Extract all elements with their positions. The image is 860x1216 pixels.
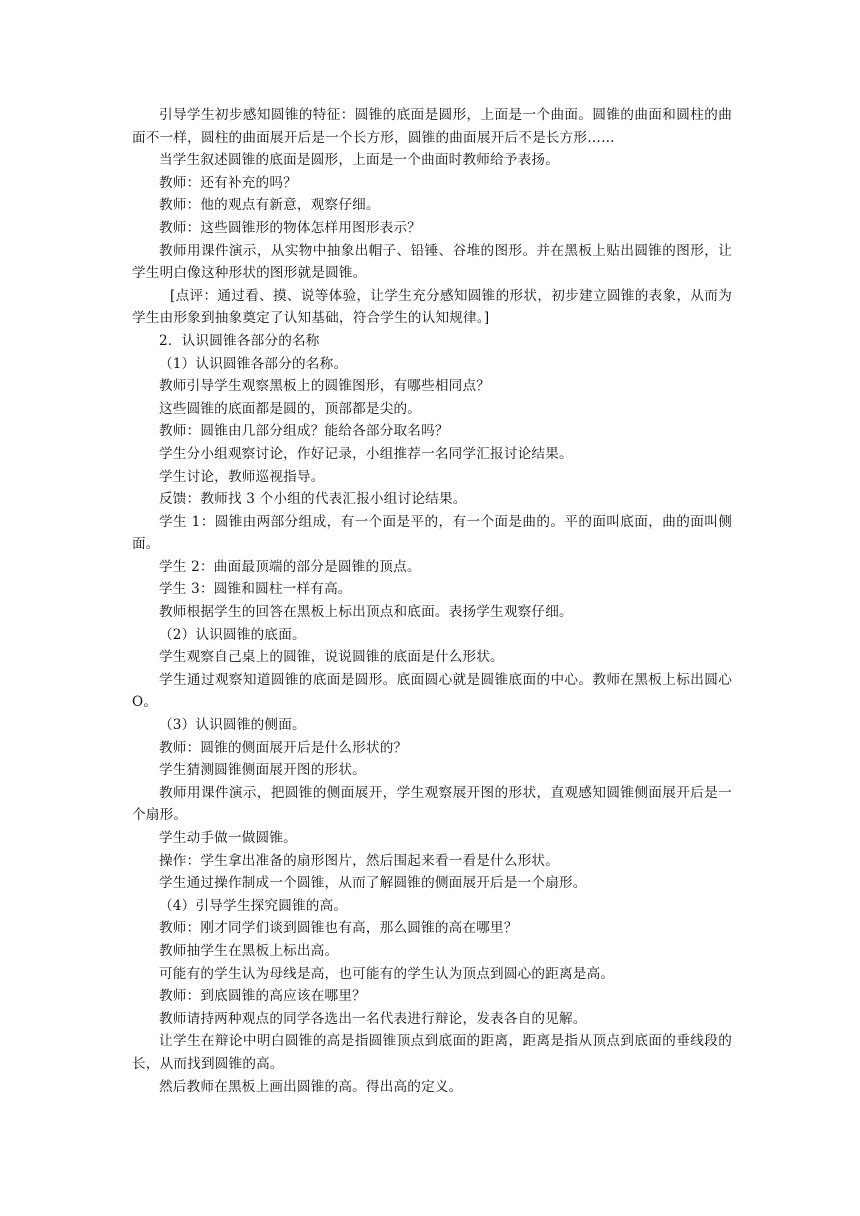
paragraph: 学生 1：圆锥由两部分组成，有一个面是平的，有一个面是曲的。平的面叫底面，曲的面叫侧面。 (132, 513, 732, 553)
paragraph: 这些圆锥的底面都是圆的，顶部都是尖的。 (159, 400, 422, 417)
paragraph: 学生猜测圆锥侧面展开图的形状。 (159, 762, 366, 779)
paragraph: 教师：还有补充的吗？ (159, 174, 297, 191)
paragraph: 学生讨论，教师巡视指导。 (159, 468, 325, 485)
section-heading: 2．认识圆锥各部分的名称 (159, 332, 320, 349)
paragraph: 教师根据学生的回答在黑板上标出顶点和底面。表扬学生观察仔细。 (159, 604, 573, 621)
paragraph: 学生分小组观察讨论，作好记录，小组推荐一名同学汇报讨论结果。 (159, 445, 573, 462)
paragraph: 反馈：教师找 3 个小组的代表汇报小组讨论结果。 (159, 491, 467, 508)
subsection-heading: （4）引导学生探究圆锥的高。 (159, 897, 348, 914)
paragraph: 学生通过操作制成一个圆锥，从而了解圆锥的侧面展开后是一个扇形。 (159, 875, 587, 892)
paragraph: 然后教师在黑板上画出圆锥的高。得出高的定义。 (159, 1078, 463, 1095)
paragraph: 可能有的学生认为母线是高，也可能有的学生认为顶点到圆心的距离是高。 (159, 965, 615, 982)
paragraph: 教师：他的观点有新意，观察仔细。 (159, 197, 380, 214)
subsection-heading: （3）认识圆锥的侧面。 (159, 717, 306, 734)
paragraph: 教师抽学生在黑板上标出高。 (159, 942, 339, 959)
paragraph: 教师：圆锥由几部分组成？能给各部分取名吗？ (159, 423, 449, 440)
subsection-heading: （2）认识圆锥的底面。 (159, 626, 306, 643)
paragraph: 教师：刚才同学们谈到圆锥也有高，那么圆锥的高在哪里？ (159, 920, 518, 937)
comment-paragraph: [点评：通过看、摸、说等体验，让学生充分感知圆锥的形状，初步建立圆锥的表象，从而为学生由形象到抽象奠定了认知基础，符合学生的认知规律。] (132, 287, 732, 327)
paragraph: 教师：圆锥的侧面展开后是什么形状的？ (159, 739, 408, 756)
paragraph: 学生 2：曲面最顶端的部分是圆锥的顶点。 (159, 558, 421, 575)
document-body (132, 104, 732, 1098)
paragraph: 教师请持两种观点的同学各选出一名代表进行辩论，发表各自的见解。 (159, 1010, 587, 1027)
paragraph: 学生通过观察知道圆锥的底面是圆形。底面圆心就是圆锥底面的中心。教师在黑板上标出圆心 O。 (132, 671, 732, 711)
paragraph: 学生动手做一做圆锥。 (159, 830, 297, 846)
paragraph: 引导学生初步感知圆锥的特征：圆锥的底面是圆形，上面是一个曲面。圆锥的曲面和圆柱的曲面不一样，圆柱的曲面展开后是一个长方形，圆锥的曲面展开后不是长方形…… (132, 107, 732, 146)
paragraph: 教师用课件演示，把圆锥的侧面展开，学生观察展开图的形状，直观感知圆锥侧面展开后是一个扇形。 (132, 784, 732, 824)
paragraph: 教师引导学生观察黑板上的圆锥图形，有哪些相同点？ (159, 378, 491, 395)
paragraph: 操作：学生拿出准备的扇形图片，然后围起来看一看是什么形状。 (159, 852, 560, 869)
paragraph: 当学生叙述圆锥的底面是圆形，上面是一个曲面时教师给予表扬。 (159, 152, 560, 169)
paragraph: 教师用课件演示，从实物中抽象出帽子、铅锤、谷堆的图形。并在黑板上贴出圆锥的图形，让学生明白像这种形状的图形就是圆锥。 (132, 242, 732, 282)
paragraph: 学生 3：圆锥和圆柱一样有高。 (159, 581, 352, 598)
paragraph: 教师：到底圆锥的高应该在哪里？ (159, 988, 366, 1005)
paragraph: 让学生在辩论中明白圆锥的高是指圆锥顶点到底面的距离，距离是指从顶点到底面的垂线段的长，从而找到圆锥的高。 (132, 1033, 732, 1072)
paragraph: 教师：这些圆锥形的物体怎样用图形表示？ (159, 219, 422, 236)
paragraph: 学生观察自己桌上的圆锥，说说圆锥的底面是什么形状。 (159, 649, 504, 666)
subsection-heading: （1）认识圆锥各部分的名称。 (159, 355, 348, 372)
